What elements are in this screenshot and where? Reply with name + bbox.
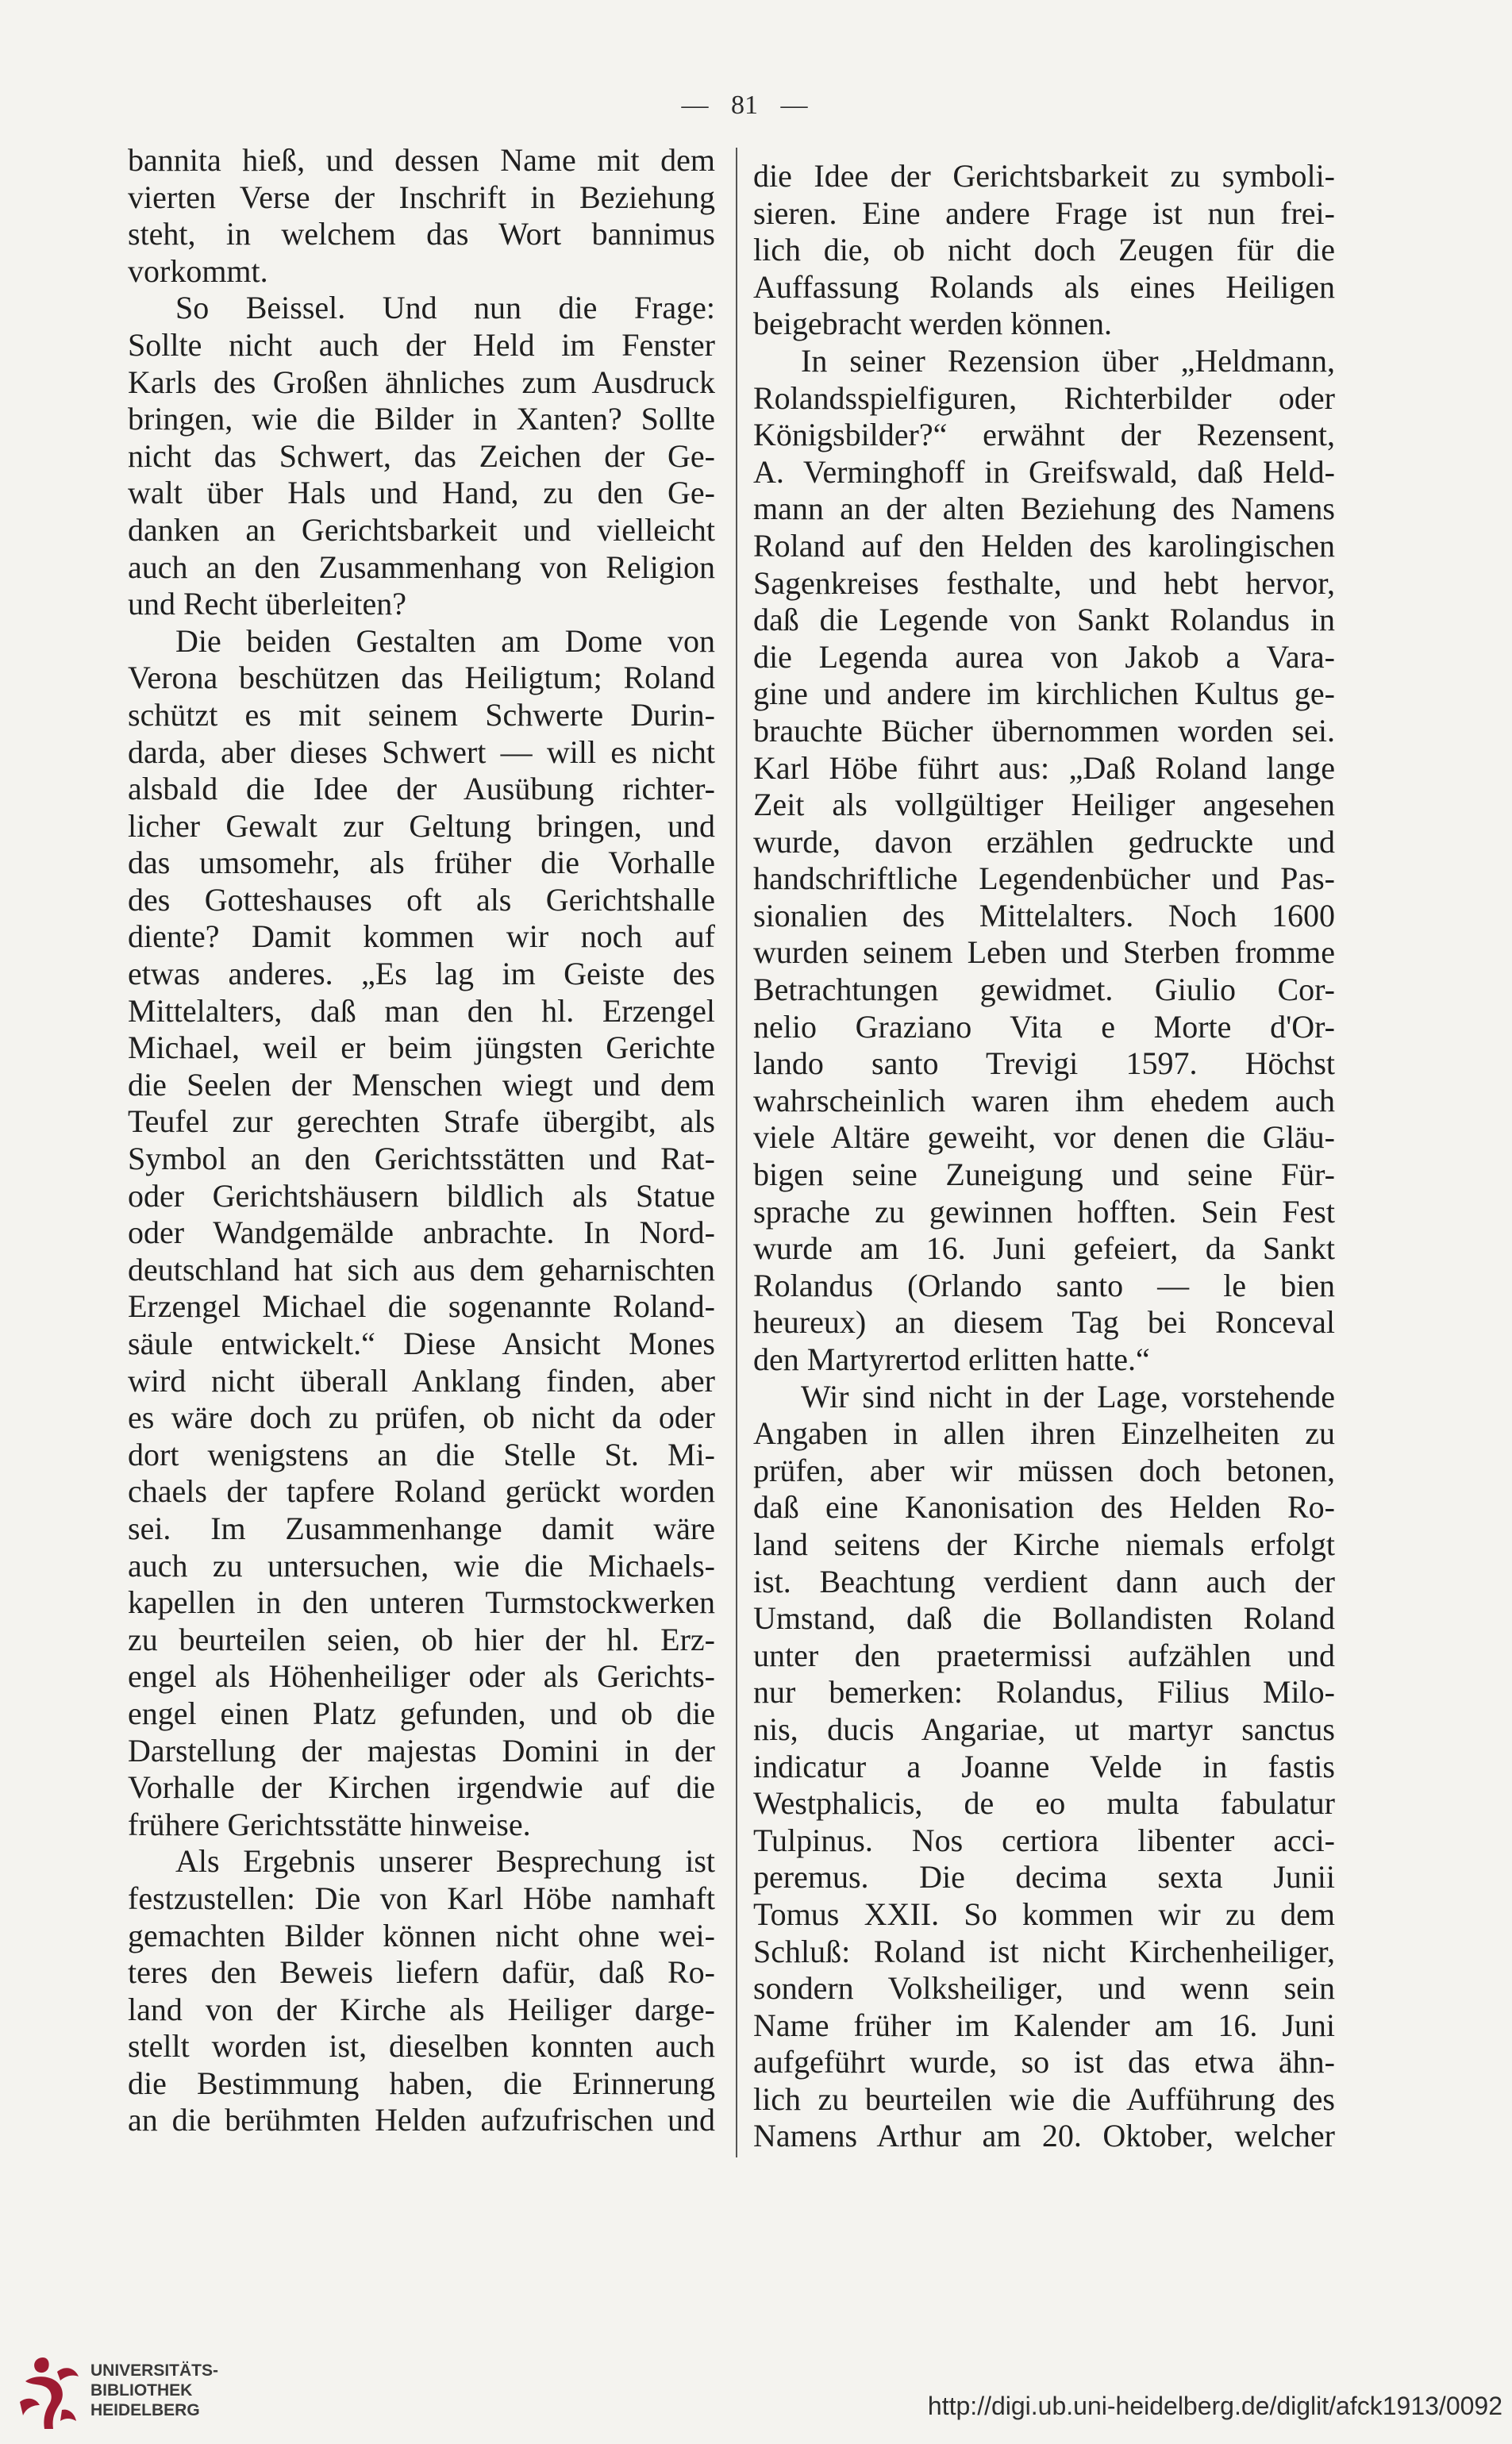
text-line: vorkommt. [128,252,268,289]
text-line: lando santo Trevigi 1597. Höchst [753,1045,1335,1082]
text-line: diente? Damit kommen wir noch auf [128,918,715,955]
text-line: die Bestimmung haben, die Erinnerung [128,2065,715,2101]
text-line: Zeit als vollgültiger Heiliger angesehen [753,787,1335,823]
page-number: — 81 — [681,90,808,120]
text-line: wahrscheinlich waren ihm ehedem auch [753,1082,1335,1118]
text-line: die Seelen der Menschen wiegt und dem [128,1066,715,1103]
text-line: danken an Gerichtsbarkeit und vielleicht [128,511,715,548]
text-line: Karl Höbe führt aus: „Daß Roland lange [753,749,1335,786]
text-line: beigebracht werden können. [753,306,1113,342]
library-logo-graphic [16,2354,81,2434]
text-line: Sagenkreises festhalte, und hebt hervor, [753,564,1335,601]
paragraph [753,1379,1335,2155]
text-line: Schluß: Roland ist nicht Kirchenheiliger, [753,1933,1335,1969]
text-line: peremus. Die decima sexta Junii [753,1859,1335,1896]
text-line: lich zu beurteilen wie die Aufführung des [753,2080,1335,2117]
text-line: aufgeführt wurde, so ist das etwa ähn- [753,2044,1335,2080]
library-name [90,2361,218,2420]
text-line: nelio Graziano Vita e Morte d'Or- [753,1008,1335,1045]
text-line: prüfen, aber wir müssen doch betonen, [753,1452,1335,1488]
paragraph [128,623,715,1844]
text-line: oder Wandgemälde anbrachte. In Nord- [128,1214,715,1251]
text-line: licher Gewalt zur Geltung bringen, und [128,807,715,844]
text-line: engel einen Platz gefunden, und ob die [128,1695,715,1731]
text-line: Namens Arthur am 20. Oktober, welcher [753,2118,1335,2154]
right-column [753,158,1335,2155]
text-line: brauchte Bücher übernommen worden sei. [753,712,1335,749]
text-line: bringen, wie die Bilder in Xanten? Sollte [128,401,715,437]
text-line: schützt es mit seinem Schwerte Durin- [128,696,715,733]
text-line: sprache zu gewinnen hofften. Sein Fest [753,1193,1335,1230]
text-line: steht, in welchem das Wort bannimus [128,216,715,252]
text-line: auch zu untersuchen, wie die Michaels- [128,1547,715,1584]
text-line: nis, ducis Angariae, ut martyr sanctus [753,1711,1335,1747]
text-line: Karls des Großen ähnliches zum Ausdruck [128,364,715,400]
text-line: nicht das Schwert, das Zeichen der Ge- [128,437,715,474]
text-line: sionalien des Mittelalters. Noch 1600 [753,897,1335,933]
text-line: mann an der alten Beziehung des Namens [753,491,1335,527]
text-line: dort wenigstens an die Stelle St. Mi- [128,1436,715,1472]
text-line: Tulpinus. Nos certiora libenter acci- [753,1822,1335,1858]
text-line: Angaben in allen ihren Einzelheiten zu [753,1415,1335,1452]
text-line: engel als Höhenheiliger oder als Gerichts- [128,1658,715,1695]
text-line: zu beurteilen seien, ob hier der hl. Erz- [128,1621,715,1657]
text-line: den Martyrertod erlitten hatte.“ [753,1341,1150,1377]
text-line: säule entwickelt.“ Diese Ansicht Mones [128,1326,715,1361]
library-name-line: BIBLIOTHEK [90,2381,193,2400]
text-line: die Legenda aurea von Jakob a Vara- [753,638,1335,675]
paragraph [128,1843,715,2139]
text-line: kapellen in den unteren Turmstockwerken [128,1584,715,1621]
text-line: In seiner Rezension über „Heldmann, [801,342,1335,379]
text-line: vierten Verse der Inschrift in Beziehung [128,179,715,215]
text-line: wurden seinem Leben und Sterben fromme [753,934,1335,971]
text-line: heureux) an diesem Tag bei Ronceval [753,1304,1335,1341]
text-line: darda, aber dieses Schwert — will es nicht [128,733,715,770]
text-line: daß eine Kanonisation des Helden Ro- [753,1489,1335,1526]
text-line: Rolandsspielfiguren, Richterbilder oder [753,379,1335,416]
text-line: bigen seine Zuneigung und seine Für- [753,1157,1335,1193]
text-line: das umsomehr, als früher die Vorhalle [128,845,715,881]
text-line: sei. Im Zusammenhange damit wäre [128,1510,715,1546]
library-logo-icon [16,2354,81,2434]
text-line: Vorhalle der Kirchen irgendwie auf die [128,1769,715,1806]
text-line: Umstand, daß die Bollandisten Roland [753,1600,1335,1637]
text-line: daß die Legende von Sankt Rolandus in [753,602,1335,638]
text-line: Westphalicis, de eo multa fabulatur [753,1785,1335,1822]
paragraph [128,142,715,290]
text-line: Sollte nicht auch der Held im Fenster [128,326,715,363]
text-line: handschriftliche Legendenbücher und Pas- [753,860,1335,897]
text-line: etwas anderes. „Es lag im Geiste des [128,956,715,992]
text-line: die Idee der Gerichtsbarkeit zu symboli- [753,158,1335,194]
text-line: Tomus XXII. So kommen wir zu dem [753,1896,1335,1932]
left-column [128,142,715,2139]
paragraph [753,158,1335,343]
text-line: gemachten Bilder können nicht ohne wei- [128,1917,715,1953]
text-line: des Gotteshauses oft als Gerichtshalle [128,881,715,918]
text-line: frühere Gerichtsstätte hinweise. [128,1806,531,1842]
text-line: wurde, davon erzählen gedruckte und [753,823,1335,860]
text-line: Verona beschützen das Heiligtum; Roland [128,660,715,696]
text-line: auch an den Zusammenhang von Religion [128,548,715,585]
text-line: sieren. Eine andere Frage ist nun frei- [753,194,1335,231]
paragraph [128,290,715,622]
text-line: Darstellung der majestas Domini in der [128,1732,715,1769]
text-line: sondern Volksheiliger, und wenn sein [753,1970,1335,2007]
text-line: Symbol an den Gerichtsstätten und Rat- [128,1141,715,1177]
paragraph [753,343,1335,1379]
text-line: es wäre doch zu prüfen, ob nicht da oder [128,1399,715,1436]
text-line: land seitens der Kirche niemals erfolgt [753,1526,1335,1562]
text-line: teres den Beweis liefern dafür, daß Ro- [128,1954,715,1991]
text-line: Königsbilder?“ erwähnt der Rezensent, [753,417,1335,453]
text-line: Wir sind nicht in der Lage, vorstehende [801,1378,1335,1414]
text-line: So Beissel. Und nun die Frage: [175,290,715,326]
text-line: Erzengel Michael die sogenannte Roland- [128,1288,715,1325]
library-name-line: HEIDELBERG [90,2401,200,2419]
text-line: Name früher im Kalender am 16. Juni [753,2007,1335,2043]
text-line: Mittelalters, daß man den hl. Erzengel [128,992,715,1029]
text-line: wurde am 16. Juni gefeiert, da Sankt [753,1230,1335,1267]
text-line: Rolandus (Orlando santo — le bien [753,1267,1335,1303]
text-line: Roland auf den Helden des karolingischen [753,527,1335,564]
text-line: lich die, ob nicht doch Zeugen für die [753,232,1335,268]
library-name-line: UNIVERSITÄTS- [90,2361,219,2380]
text-line: und Recht überleiten? [128,586,406,622]
text-line: Michael, weil er beim jüngsten Gerichte [128,1030,715,1066]
text-line: A. Verminghoff in Greifswald, daß Held- [753,453,1335,490]
text-line: an die berühmten Helden aufzufrischen und [128,2102,715,2138]
text-line: land von der Kirche als Heiliger darge- [128,1991,715,2027]
text-line: unter den praetermissi aufzählen und [753,1637,1335,1673]
text-line: ist. Beachtung verdient dann auch der [753,1563,1335,1599]
text-line: alsbald die Idee der Ausübung richter- [128,771,715,807]
text-line: stellt worden ist, dieselben konnten auch [128,2028,715,2065]
text-line: indicatur a Joanne Velde in fastis [753,1748,1335,1784]
text-line: deutschland hat sich aus dem geharnischten [128,1251,715,1287]
text-line: gine und andere im kirchlichen Kultus ge- [753,675,1335,712]
text-line: Auffassung Rolands als eines Heiligen [753,268,1335,305]
text-line: chaels der tapfere Roland gerückt worden [128,1473,715,1510]
column-divider [736,148,737,2157]
text-line: viele Altäre geweiht, vor denen die Gläu- [753,1119,1335,1156]
text-line: Als Ergebnis unserer Besprechung ist [175,1843,715,1880]
text-line: nur bemerken: Rolandus, Filius Milo- [753,1674,1335,1711]
text-line: Teufel zur gerechten Strafe übergibt, als [128,1103,715,1140]
text-line: Betrachtungen gewidmet. Giulio Cor- [753,972,1335,1008]
text-line: wird nicht überall Anklang finden, aber [128,1362,715,1399]
text-line: oder Gerichtshäusern bildlich als Statue [128,1177,715,1214]
text-line: Die beiden Gestalten am Dome von [175,622,715,659]
text-line: bannita hieß, und dessen Name mit dem [128,142,715,178]
text-line: festzustellen: Die von Karl Höbe namhaft [128,1880,715,1916]
text-line: walt über Hals und Hand, zu den Ge- [128,475,715,511]
source-url: http://digi.ub.uni-heidelberg.de/diglit/afck1913/0092 [927,2392,1502,2420]
